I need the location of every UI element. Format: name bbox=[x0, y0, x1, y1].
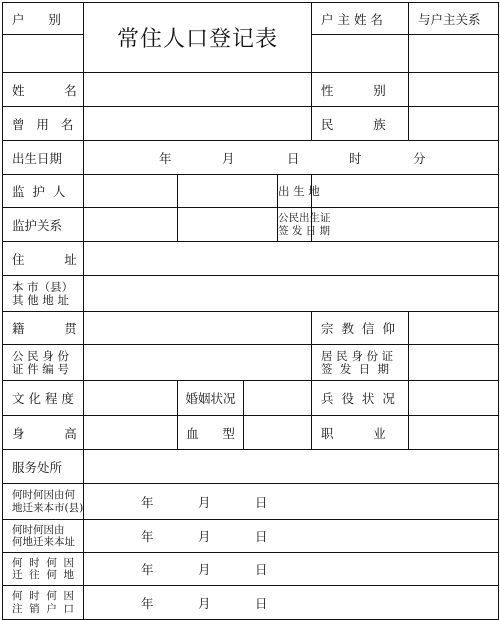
move-month-unit: 月 bbox=[198, 562, 211, 577]
education-value[interactable] bbox=[84, 381, 178, 416]
move-year-unit: 年 bbox=[141, 562, 154, 577]
moved-out-date[interactable] bbox=[84, 553, 499, 586]
form-title: 常住人口登记表 bbox=[84, 3, 312, 73]
birth-date-label: 出生日期 bbox=[3, 141, 84, 175]
household-cancelled-label: 何 时 何 因 注 销 户 口 bbox=[3, 586, 84, 620]
height-label: 身 高 bbox=[3, 416, 84, 450]
birth-day-unit: 日 bbox=[287, 150, 300, 166]
gender-label: 性 别 bbox=[312, 73, 409, 107]
birth-month-unit: 月 bbox=[222, 150, 235, 166]
relation-to-householder-label: 与户主关系 bbox=[409, 3, 499, 35]
gender-value[interactable] bbox=[409, 73, 499, 107]
native-place-value[interactable] bbox=[84, 312, 312, 345]
ethnicity-label: 民 族 bbox=[312, 107, 409, 141]
citizen-id-number-label: 公 民 身 份 证 件 编 号 bbox=[3, 345, 84, 381]
move-year-unit: 年 bbox=[141, 529, 154, 544]
guardian-value-2[interactable] bbox=[178, 175, 278, 208]
height-value[interactable] bbox=[84, 416, 178, 450]
birth-date-value[interactable] bbox=[84, 141, 499, 175]
birth-certificate-issue-date-label: 公民出生证 签 发 日 期 bbox=[278, 208, 312, 242]
move-day-unit: 日 bbox=[255, 529, 268, 544]
military-service-value[interactable] bbox=[409, 381, 499, 416]
former-name-value[interactable] bbox=[84, 107, 312, 141]
address-label: 住 址 bbox=[3, 242, 84, 276]
guardian-relation-value-2[interactable] bbox=[178, 208, 278, 242]
birth-year-unit: 年 bbox=[159, 150, 172, 166]
householder-name-label: 户 主 姓 名 bbox=[312, 3, 409, 35]
guardian-label: 监 护 人 bbox=[3, 175, 84, 208]
religion-value[interactable] bbox=[409, 312, 499, 345]
hukou-type-value[interactable] bbox=[3, 35, 84, 73]
relation-to-householder-value[interactable] bbox=[409, 35, 499, 73]
move-day-unit: 日 bbox=[255, 595, 268, 611]
moved-out-label: 何 时 何 因 迁 往 何 地 bbox=[3, 553, 84, 586]
education-label: 文 化 程 度 bbox=[3, 381, 84, 416]
citizen-id-number-value[interactable] bbox=[84, 345, 312, 381]
move-month-unit: 月 bbox=[198, 494, 211, 510]
moved-into-city-date[interactable] bbox=[84, 484, 499, 520]
other-address-label: 本 市（县） 其 他 地 址 bbox=[3, 276, 84, 312]
resident-id-issue-date-label: 居 民 身 份 证 签 发 日 期 bbox=[312, 345, 409, 381]
name-label: 姓 名 bbox=[3, 73, 84, 107]
move-day-unit: 日 bbox=[255, 562, 268, 577]
name-value[interactable] bbox=[84, 73, 312, 107]
household-cancelled-date[interactable] bbox=[84, 586, 499, 620]
householder-name-value[interactable] bbox=[312, 35, 409, 73]
workplace-label: 服务处所 bbox=[3, 450, 84, 484]
occupation-value[interactable] bbox=[409, 416, 499, 450]
birth-hour-unit: 时 bbox=[349, 150, 362, 166]
ethnicity-value[interactable] bbox=[409, 107, 499, 141]
form-grid bbox=[2, 2, 499, 620]
birthplace-label: 出 生 地 bbox=[278, 175, 312, 208]
birth-minute-unit: 分 bbox=[413, 150, 426, 166]
blood-type-label: 血 型 bbox=[178, 416, 244, 450]
other-address-value[interactable] bbox=[84, 276, 499, 312]
move-year-unit: 年 bbox=[141, 595, 154, 611]
address-value[interactable] bbox=[84, 242, 499, 276]
native-place-label: 籍 贯 bbox=[3, 312, 84, 345]
guardian-relation-value-1[interactable] bbox=[84, 208, 178, 242]
resident-id-issue-date-value[interactable] bbox=[409, 345, 499, 381]
occupation-label: 职 业 bbox=[312, 416, 409, 450]
moved-into-city-label: 何时何因由何 地迁来本市(县) bbox=[3, 484, 84, 520]
military-service-label: 兵 役 状 况 bbox=[312, 381, 409, 416]
move-month-unit: 月 bbox=[198, 595, 211, 611]
birthplace-value[interactable] bbox=[312, 175, 499, 208]
guardian-value-1[interactable] bbox=[84, 175, 178, 208]
move-day-unit: 日 bbox=[255, 494, 268, 510]
hukou-type-label: 户 别 bbox=[3, 3, 84, 35]
religion-label: 宗 教 信 仰 bbox=[312, 312, 409, 345]
former-name-label: 曾 用 名 bbox=[3, 107, 84, 141]
move-month-unit: 月 bbox=[198, 529, 211, 544]
move-year-unit: 年 bbox=[141, 494, 154, 510]
marital-status-value[interactable] bbox=[244, 381, 312, 416]
workplace-value[interactable] bbox=[84, 450, 499, 484]
blood-type-value[interactable] bbox=[244, 416, 312, 450]
guardian-relation-label: 监护关系 bbox=[3, 208, 84, 242]
moved-into-address-label: 何时何因由 何地迁来本址 bbox=[3, 520, 84, 553]
marital-status-label: 婚姻状况 bbox=[178, 381, 244, 416]
moved-into-address-date[interactable] bbox=[84, 520, 499, 553]
birth-certificate-issue-date-value[interactable] bbox=[312, 208, 499, 242]
